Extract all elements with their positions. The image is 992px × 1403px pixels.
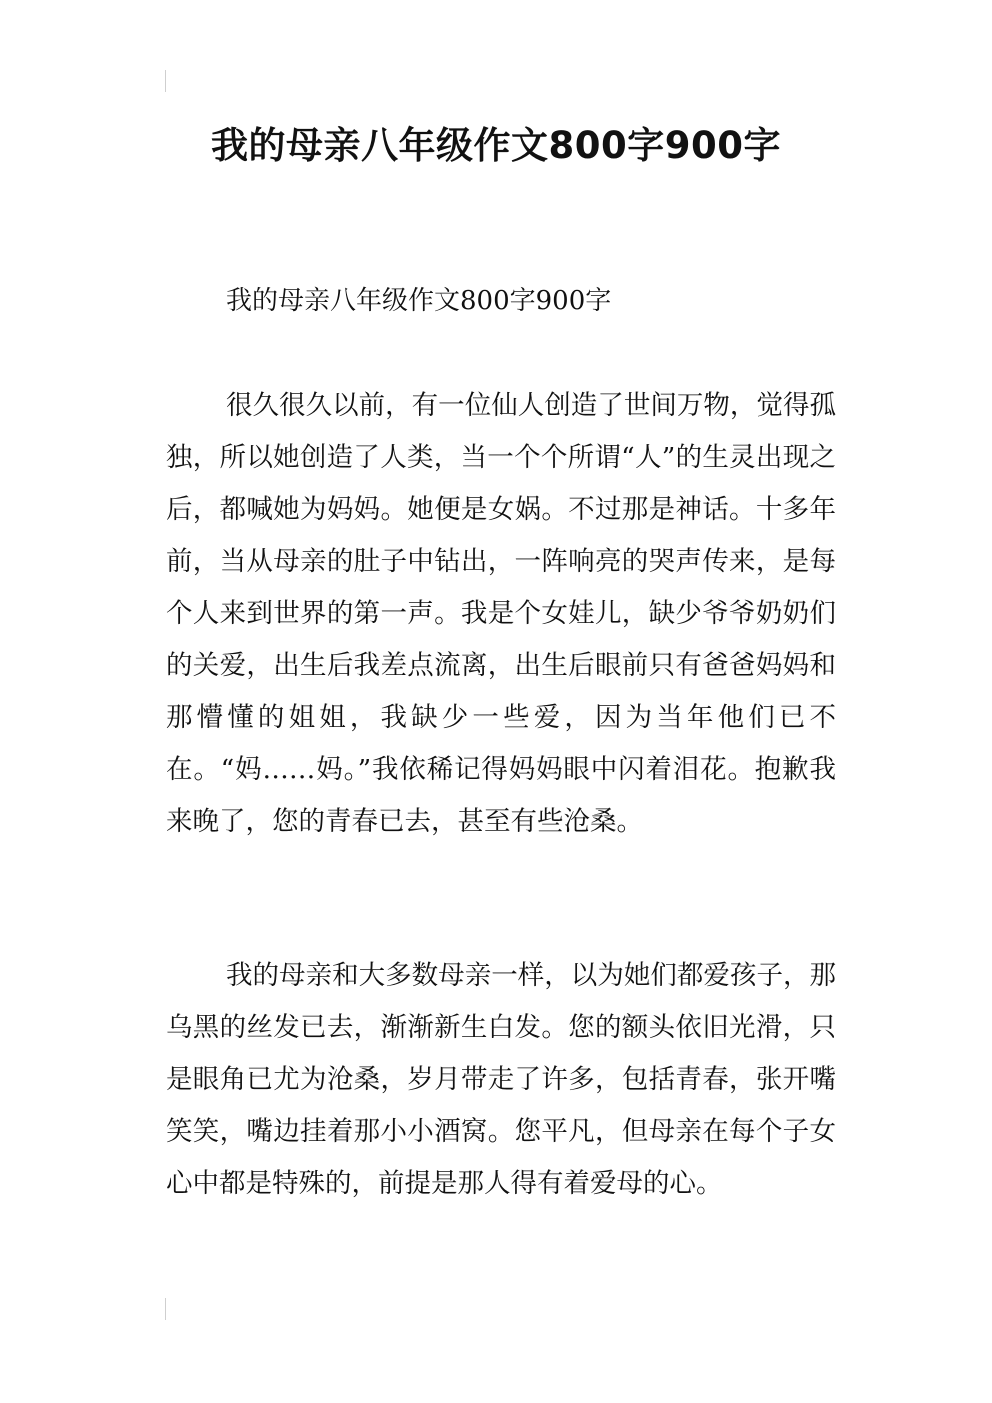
page-margin-mark-top xyxy=(165,70,166,92)
paragraph-2: 我的母亲和大多数母亲一样，以为她们都爱孩子，那乌黑的丝发已去，渐渐新生白发。您的额头依旧光滑，只是眼角已尤为沧桑，岁月带走了许多，包括青春，张开嘴笑笑，嘴边挂着那小小酒窝。您平凡，但母亲在每个子女心中都是特殊的，前提是那人得有着爱母的心。 xyxy=(166,960,836,1199)
paragraph-1: 很久很久以前，有一位仙人创造了世间万物，觉得孤独，所以她创造了人类，当一个个所谓“人”的生灵出现之后，都喊她为妈妈。她便是女娲。不过那是神话。十多年前，当从母亲的肚子中钻出，一阵响亮的哭声传来，是每个人来到世界的第一声。我是个女娃儿，缺少爷爷奶奶们的关爱，出生后我差点流离，出生后眼前只有爸爸妈妈和那懵懂的姐姐，我缺少一些爱，因为当年他们已不在。“妈……妈。”我依稀记得妈妈眼中闪着泪花。抱歉我来晚了，您的青春已去，甚至有些沧桑。 xyxy=(166,390,836,837)
document-subtitle: 我的母亲八年级作文800字900字 xyxy=(226,286,612,316)
page-margin-mark-bottom xyxy=(165,1298,166,1320)
document-title: 我的母亲八年级作文800字900字 xyxy=(211,124,781,167)
